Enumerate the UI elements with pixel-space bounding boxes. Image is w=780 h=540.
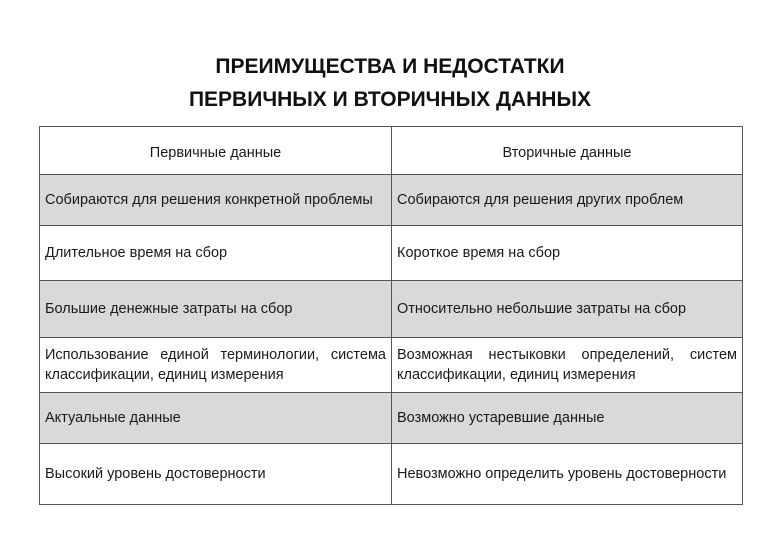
cell-secondary: Невозможно определить уровень достоверности	[392, 444, 743, 505]
comparison-table	[39, 126, 743, 505]
cell-primary: Актуальные данные	[40, 393, 392, 444]
cell-secondary: Возможная нестыковки определений, систем классификации, единиц измерения	[392, 338, 743, 393]
table-row	[40, 393, 743, 444]
cell-primary: Высокий уровень достоверности	[40, 444, 392, 505]
header-primary-data: Первичные данные	[40, 127, 392, 175]
cell-secondary: Возможно устаревшие данные	[392, 393, 743, 444]
cell-primary: Использование единой терминологии, система классификации, единиц измерения	[40, 338, 392, 393]
header-secondary-data: Вторичные данные	[392, 127, 743, 175]
cell-primary: Длительное время на сбор	[40, 226, 392, 281]
table-row	[40, 226, 743, 281]
table-row	[40, 444, 743, 505]
cell-secondary: Короткое время на сбор	[392, 226, 743, 281]
table-row	[40, 281, 743, 338]
table-row	[40, 175, 743, 226]
cell-secondary: Собираются для решения других проблем	[392, 175, 743, 226]
cell-secondary: Относительно небольшие затраты на сбор	[392, 281, 743, 338]
table-header-row	[40, 127, 743, 175]
cell-primary: Собираются для решения конкретной проблемы	[40, 175, 392, 226]
title-line-2: ПЕРВИЧНЫХ И ВТОРИЧНЫХ ДАННЫХ	[188, 88, 592, 111]
title-line-1: ПРЕИМУЩЕСТВА И НЕДОСТАТКИ	[215, 55, 565, 78]
cell-primary: Большие денежные затраты на сбор	[40, 281, 392, 338]
table-row	[40, 338, 743, 393]
page-title	[0, 50, 780, 116]
